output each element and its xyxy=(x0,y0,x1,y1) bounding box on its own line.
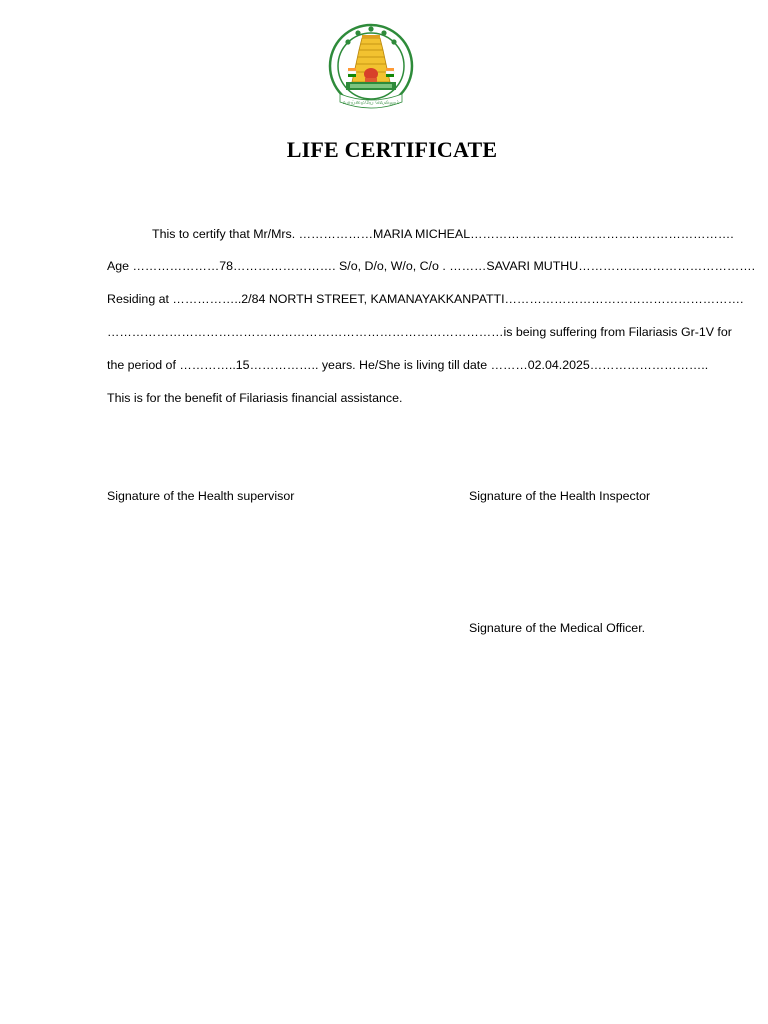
period-line: the period of …………..15…………….. years. He/She is living till date ………02.04.2025……………………….. xyxy=(107,358,709,372)
health-inspector-signature: Signature of the Health Inspector xyxy=(469,489,651,503)
medical-officer-signature: Signature of the Medical Officer. xyxy=(469,621,646,635)
period-value: 15 xyxy=(235,358,250,372)
certify-line: This to certify that Mr/Mrs. ………………MARIA MICHEAL………………………………………………………. xyxy=(152,227,734,241)
relation-name: SAVARI MUTHU xyxy=(486,259,579,273)
person-name: MARIA MICHEAL xyxy=(373,227,471,241)
living-date: 02.04.2025 xyxy=(527,358,590,372)
tamil-nadu-emblem-icon xyxy=(328,22,414,114)
age-line: Age …………………78……………………. S/o, D/o, W/o, C/o . ………SAVARI MUTHU……………………………………. xyxy=(107,259,756,273)
age-value: 78 xyxy=(219,259,234,273)
purpose-line: This is for the benefit of Filariasis financial assistance. xyxy=(107,391,403,405)
health-supervisor-signature: Signature of the Health supervisor xyxy=(107,489,295,503)
svg-text:வாய்மையே வெல்லும்: வாய்மையே வெல்லும் xyxy=(342,100,400,106)
condition-line: ……………………………………………………………………………………is being suffering from Filariasis Gr-1V for xyxy=(107,325,732,339)
address-line: Residing at ……………..2/84 NORTH STREET, KAMANAYAKKANPATTI…………………………………………………. xyxy=(107,292,744,306)
page-title: LIFE CERTIFICATE xyxy=(286,137,498,162)
address-value: 2/84 NORTH STREET, KAMANAYAKKANPATTI xyxy=(241,292,505,306)
condition-text: is being suffering from Filariasis Gr-1V for xyxy=(503,325,732,339)
